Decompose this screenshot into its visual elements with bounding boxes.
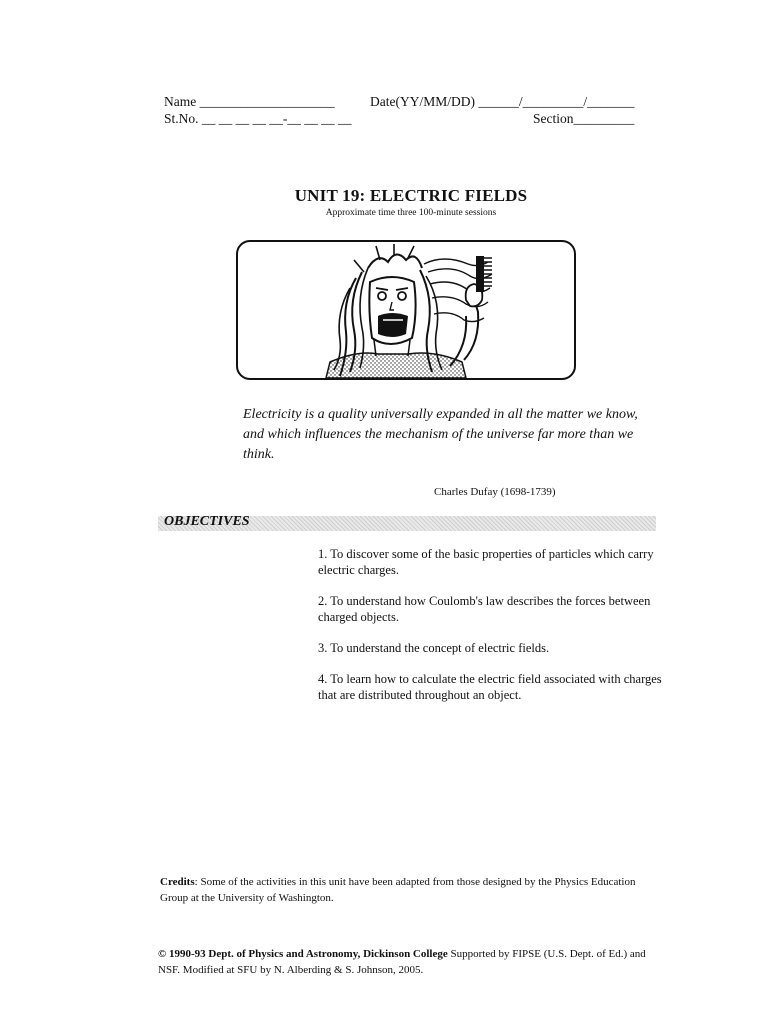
date-field-line: Date(YY/MM/DD) ______/_________/_______ bbox=[370, 94, 635, 109]
static-hair-cartoon-illustration bbox=[238, 242, 574, 378]
copyright-footer bbox=[158, 946, 648, 978]
objective-item: 4. To learn how to calculate the electric field associated with charges that are distributed throughout an object. bbox=[318, 672, 662, 702]
page-title: UNIT 19: ELECTRIC FIELDS bbox=[294, 186, 528, 205]
opening-quote: Electricity is a quality universally expanded in all the matter we know, and which influences the mechanism of the universe far more than we think. bbox=[243, 407, 638, 462]
credits-label: Credits bbox=[160, 876, 195, 888]
page-subtitle: Approximate time three 100-minute sessions bbox=[325, 208, 497, 218]
illustration-frame bbox=[236, 240, 576, 380]
support-notice: Supported by FIPSE (U.S. Dept. of Ed.) and NSF. Modified at SFU by N. Alberding & S. Johnson, 2005. bbox=[158, 948, 646, 976]
objective-item: 3. To understand the concept of electric fields. bbox=[318, 641, 550, 655]
credits-note bbox=[160, 874, 660, 906]
quote-attribution: Charles Dufay (1698-1739) bbox=[434, 486, 556, 498]
copyright-notice: © 1990-93 Dept. of Physics and Astronomy, Dickinson College bbox=[158, 948, 448, 960]
section-field-line: Section_________ bbox=[533, 111, 635, 126]
objective-item: 1. To discover some of the basic properties of particles which carry electric charges. bbox=[318, 547, 654, 577]
objective-item: 2. To understand how Coulomb's law describes the forces between charged objects. bbox=[318, 594, 651, 624]
objectives-heading: OBJECTIVES bbox=[164, 514, 250, 529]
objectives-list bbox=[318, 546, 663, 718]
student-number-line: St.No. __ __ __ __ __-__ __ __ __ bbox=[164, 111, 352, 126]
name-field-line: Name ____________________ bbox=[164, 94, 335, 109]
credits-text: : Some of the activities in this unit have been adapted from those designed by the Physics Education Group at the University of Washington. bbox=[160, 876, 636, 904]
